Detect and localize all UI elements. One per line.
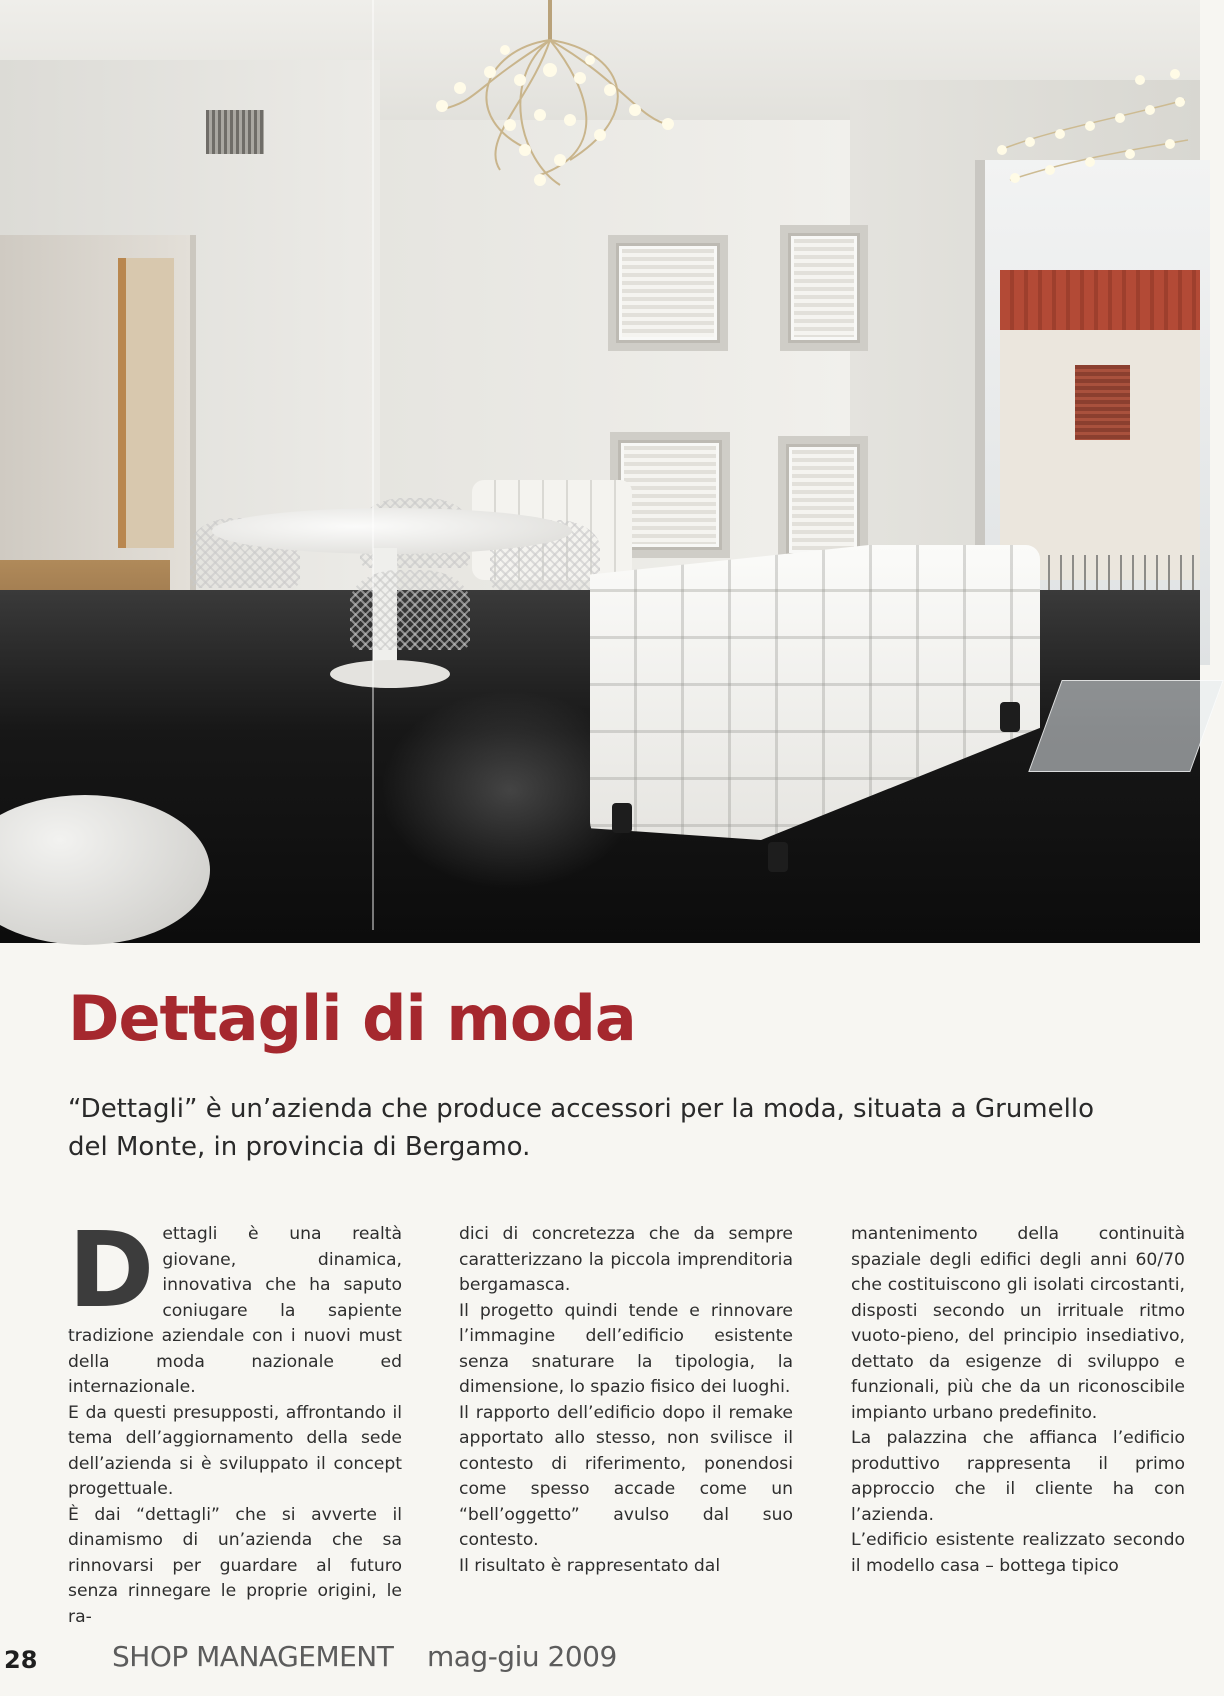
window-top-right <box>780 225 868 351</box>
article-body <box>68 1209 1185 1627</box>
sofa-leg <box>612 803 632 833</box>
glass-partition <box>372 0 374 930</box>
article-title: Dettagli di moda <box>68 982 636 1055</box>
article-lead: “Dettagli” è un’azienda che produce accessori per la moda, situata a Grumello del Monte, in provincia di Bergamo. <box>68 1094 1094 1162</box>
window-bottom-right <box>778 436 868 564</box>
page-number: 28 <box>4 1646 38 1674</box>
inner-door <box>118 258 174 548</box>
paragraph: E da questi presupposti, affrontando il tema dell’aggiornamento della sede dell’azienda si è sviluppato il concept progettuale. <box>68 1402 402 1499</box>
magazine-name: SHOP MANAGEMENT <box>112 1640 394 1673</box>
paragraph: La palazzina che affianca l’edificio produttivo rappresenta il primo approccio che il cliente ha con l’azienda. <box>851 1428 1185 1525</box>
paragraph: Il risultato è rappresentato dal <box>459 1555 721 1576</box>
column-3 <box>851 1222 1185 1612</box>
window-top-left <box>608 235 728 351</box>
paragraph: È dai “dettagli” che si avverte il dinamismo di un’azienda che sa rinnovarsi per guardare al futuro senza rinnegare le proprie origini, le ra- <box>68 1504 402 1627</box>
drop-cap: D <box>68 1209 155 1331</box>
sofa-leg <box>768 842 788 872</box>
issue-date: mag-giu 2009 <box>427 1640 617 1673</box>
ceiling-lights-icon <box>990 70 1190 200</box>
chandelier-icon <box>420 0 680 200</box>
column-1 <box>68 1209 402 1627</box>
paragraph: Il progetto quindi tende e rinnovare l’immagine dell’edificio esistente senza snaturare la tipologia, la dimensione, lo spazio fisico dei luoghi. <box>459 1300 793 1397</box>
column-2 <box>459 1222 793 1612</box>
table-base <box>330 660 450 688</box>
paragraph: dici di concretezza che da sempre caratterizzano la piccola imprenditoria bergamasca. <box>459 1224 793 1295</box>
page-footer <box>0 1640 1200 1680</box>
outside-shutter <box>1075 365 1130 440</box>
wire-chair-front <box>350 570 470 650</box>
paragraph: mantenimento della continuità spaziale degli edifici degli anni 60/70 che costituiscono gli isolati circostanti, disposti secondo un irrituale ritmo vuoto-pieno, del principio insediativo, dettato da esigenze di sviluppo e funzionali, più che da un riconoscibile impianto urbano predefinito. <box>851 1224 1185 1423</box>
paragraph: Dettagli è una realtà giovane, dinamica, innovativa che ha saputo coniugare la sapiente tradizione aziendale con i nuovi must della moda nazionale ed internazionale. <box>68 1209 402 1397</box>
outside-roof <box>1000 270 1200 330</box>
paragraph: Il rapporto dell’edificio dopo il remake apportato allo stesso, non svilisce il contesto di riferimento, ponendosi come spesso accade come un “bell’oggetto” avulso dal suo contesto. <box>459 1402 793 1550</box>
glass-coffee-table <box>1028 680 1223 772</box>
sofa-leg <box>1000 702 1020 732</box>
air-vent <box>206 110 264 154</box>
paragraph: L’edificio esistente realizzato secondo il modello casa – bottega tipico <box>851 1530 1185 1576</box>
